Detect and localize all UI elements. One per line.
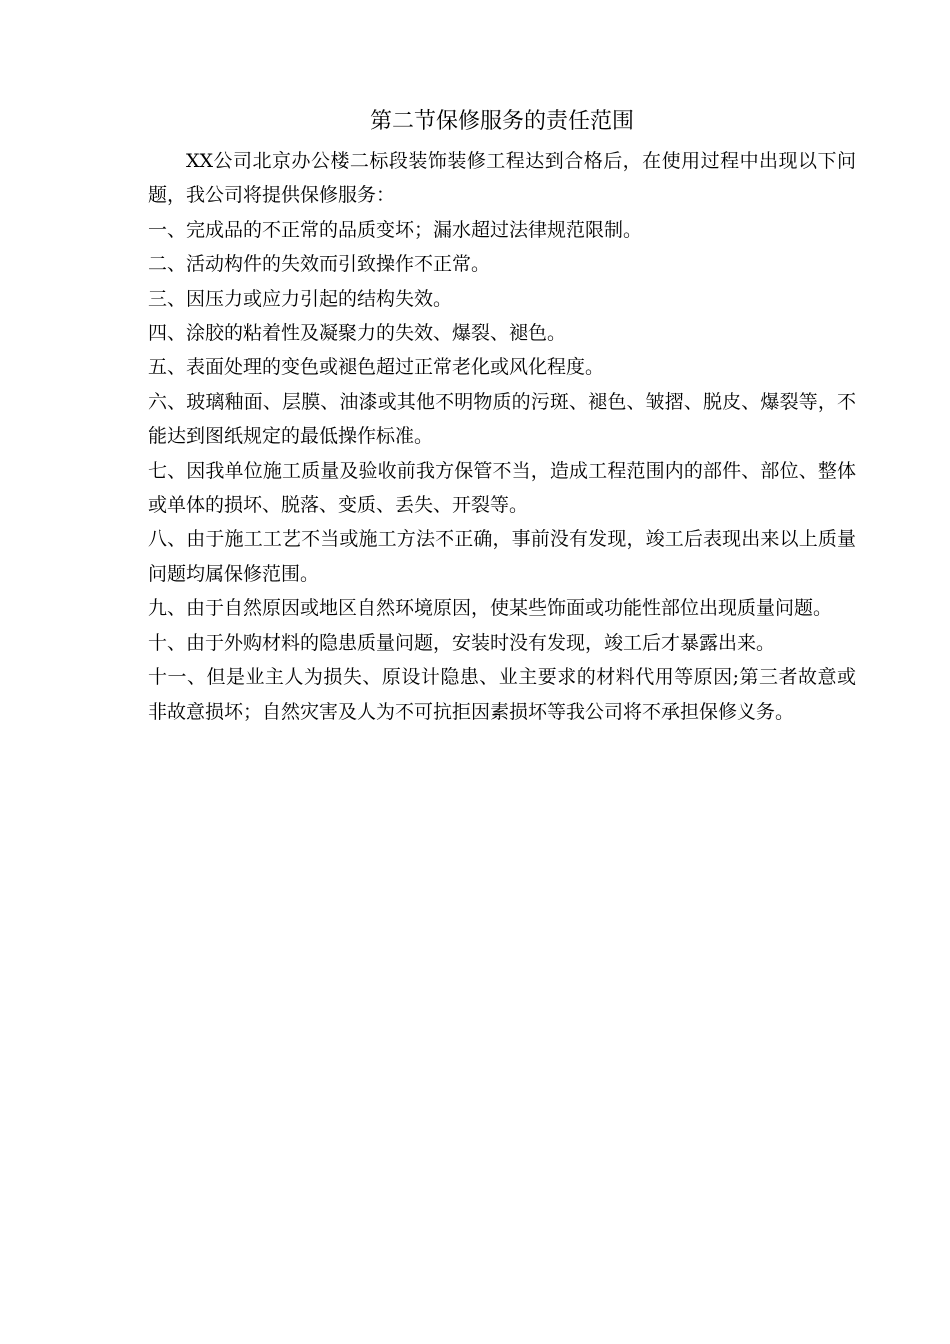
list-item-10: 十、由于外购材料的隐患质量问题，安装时没有发现，竣工后才暴露出来。	[148, 631, 776, 654]
list-item-9: 九、由于自然原因或地区自然环境原因，使某些饰面或功能性部位出现质量问题。	[148, 597, 833, 620]
list-item-7: 七、因我单位施工质量及验收前我方保管不当，造成工程范围内的部件、部位、整体或单体的损坏、脱落、变质、丢失、开裂等。	[148, 459, 856, 517]
list-item-6: 六、玻璃釉面、层膜、油漆或其他不明物质的污斑、褪色、皱摺、脱皮、爆裂等，不能达到图纸规定的最低操作标准。	[148, 390, 856, 448]
list-item-4: 四、涂胶的粘着性及凝聚力的失效、爆裂、褪色。	[148, 322, 567, 345]
list-item-8: 八、由于施工工艺不当或施工方法不正确，事前没有发现，竣工后表现出来以上质量问题均属保修范围。	[148, 528, 856, 585]
document-page	[148, 100, 856, 729]
list-item-11: 十一、但是业主人为损失、原设计隐患、业主要求的材料代用等原因;第三者故意或非故意损坏；自然灾害及人为不可抗拒因素损坏等我公司将不承担保修义务。	[148, 666, 856, 723]
intro-paragraph: XX公司北京办公楼二标段装饰装修工程达到合格后，在使用过程中出现以下问题，我公司将提供保修服务：	[148, 150, 856, 207]
document-title: 第二节保修服务的责任范围	[369, 109, 634, 134]
list-item-5: 五、表面处理的变色或褪色超过正常老化或风化程度。	[148, 356, 605, 379]
list-item-1: 一、完成品的不正常的品质变坏；漏水超过法律规范限制。	[148, 218, 643, 241]
list-item-2: 二、活动构件的失效而引致操作不正常。	[148, 253, 491, 276]
list-item-3: 三、因压力或应力引起的结构失效。	[148, 287, 453, 310]
